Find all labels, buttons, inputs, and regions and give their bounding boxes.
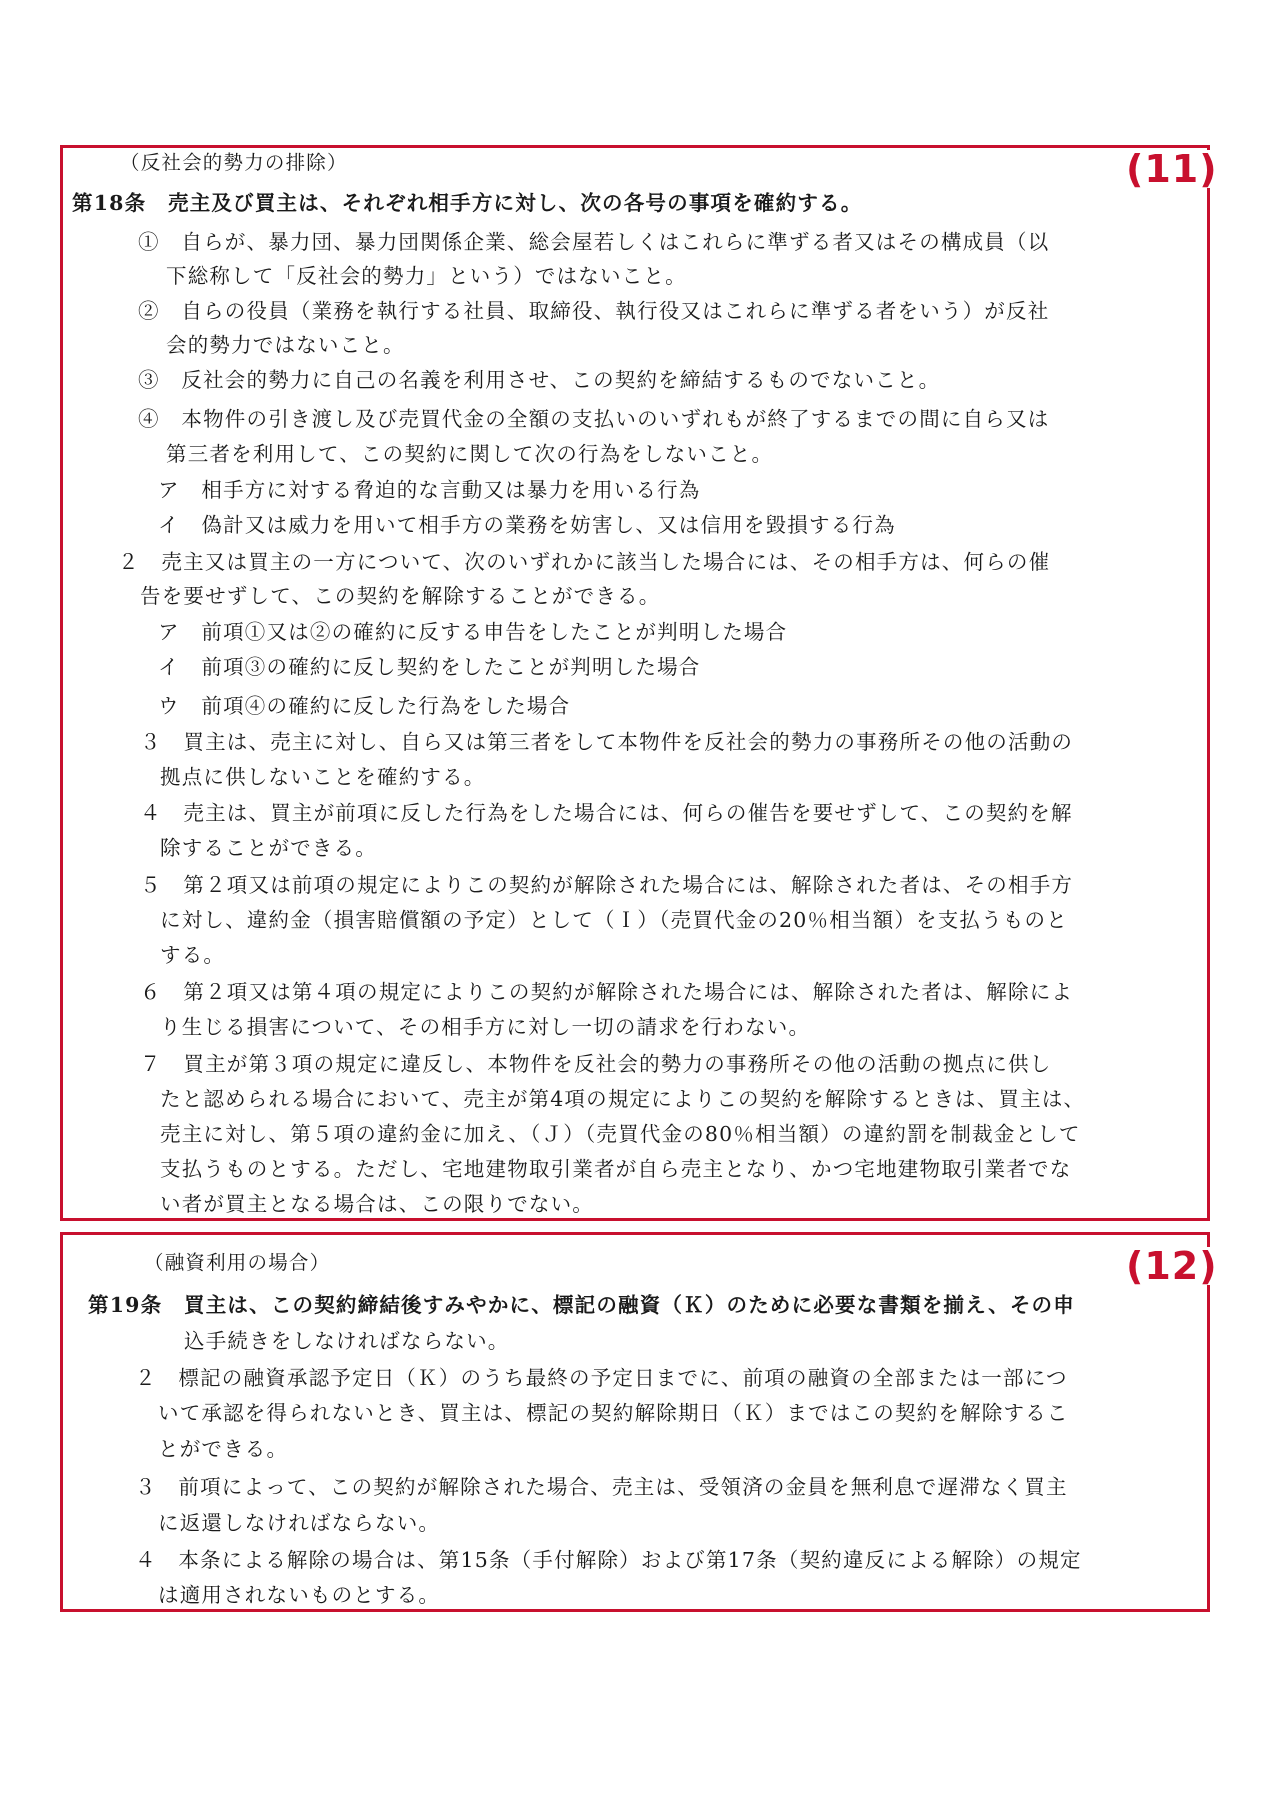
article-18-line: ア 相手方に対する脅迫的な言動又は暴力を用いる行為 [158, 478, 701, 502]
article-19-line: いて承認を得られないとき、買主は、標記の契約解除期日（Ｋ）まではこの契約を解除するこ [158, 1401, 1069, 1425]
article-18-line: 第18条 売主及び買主は、それぞれ相手方に対し、次の各号の事項を確約する。 [72, 191, 863, 215]
article-18-line: ５ 第２項又は前項の規定によりこの契約が解除された場合には、解除された者は、その相手方 [140, 873, 1074, 897]
article-18-line: する。 [160, 943, 226, 967]
section-12-heading: （融資利用の場合） [144, 1251, 331, 1274]
article-19-line: に返還しなければならない。 [158, 1511, 441, 1535]
article-19-line: ４ 本条による解除の場合は、第15条（手付解除）および第17条（契約違反による解除）の規定 [135, 1548, 1082, 1572]
article-19-line: 第19条 買主は、この契約締結後すみやかに、標記の融資（Ｋ）のために必要な書類を揃え、その申 [88, 1293, 1075, 1317]
article-18-line: たと認められる場合において、売主が第4項の規定によりこの契約を解除するときは、買主は、 [160, 1087, 1086, 1111]
article-18-line: ④ 本物件の引き渡し及び売買代金の全額の支払いのいずれもが終了するまでの間に自ら又は [138, 407, 1050, 431]
article-18-line: イ 偽計又は威力を用いて相手方の業務を妨害し、又は信用を毀損する行為 [158, 513, 896, 537]
section-12-badge: (12) [1126, 1244, 1218, 1288]
section-11-badge: (11) [1126, 147, 1218, 191]
article-18-line: ６ 第２項又は第４項の規定によりこの契約が解除された場合には、解除された者は、解除によ [140, 980, 1074, 1004]
article-18-line: ７ 買主が第３項の規定に違反し、本物件を反社会的勢力の事務所その他の活動の拠点に供し [140, 1052, 1052, 1076]
article-18-line: ③ 反社会的勢力に自己の名義を利用させ、この契約を締結するものでないこと。 [138, 368, 941, 392]
article-19-line: ２ 標記の融資承認予定日（Ｋ）のうち最終の予定日までに、前項の融資の全部または一部につ [135, 1366, 1068, 1390]
article-18-line: 第三者を利用して、この契約に関して次の行為をしないこと。 [166, 442, 774, 466]
article-18-line: 支払うものとする。ただし、宅地建物取引業者が自ら売主となり、かつ宅地建物取引業者でな [160, 1157, 1072, 1181]
article-18-line: 売主に対し、第５項の違約金に加え、（Ｊ）（売買代金の80％相当額）の違約罰を制裁金として [160, 1122, 1081, 1146]
article-18-line: い者が買主となる場合は、この限りでない。 [160, 1192, 594, 1216]
article-18-line: り生じる損害について、その相手方に対し一切の請求を行わない。 [160, 1015, 811, 1039]
article-18-line: 下総称して「反社会的勢力」という）ではないこと。 [166, 264, 687, 288]
article-18-line: 拠点に供しないことを確約する。 [160, 765, 486, 789]
article-18-line: 告を要せずして、この契約を解除することができる。 [140, 584, 661, 608]
article-18-line: に対し、違約金（損害賠償額の予定）として（Ｉ）（売買代金の20％相当額）を支払うものと [160, 908, 1068, 932]
article-19-line: は適用されないものとする。 [158, 1583, 441, 1607]
article-19-line: 込手続きをしなければならない。 [184, 1329, 510, 1353]
article-18-line: ア 前項①又は②の確約に反する申告をしたことが判明した場合 [158, 620, 788, 644]
article-18-line: ウ 前項④の確約に反した行為をした場合 [158, 694, 571, 718]
article-18-line: イ 前項③の確約に反し契約をしたことが判明した場合 [158, 655, 701, 679]
article-18-line: ２ 売主又は買主の一方について、次のいずれかに該当した場合には、その相手方は、何らの催 [118, 550, 1051, 574]
article-18-line: ４ 売主は、買主が前項に反した行為をした場合には、何らの催告を要せずして、この契約を解 [140, 801, 1073, 825]
article-18-line: ① 自らが、暴力団、暴力団関係企業、総会屋若しくはこれらに準ずる者又はその構成員（以 [138, 230, 1050, 254]
article-18-line: 除することができる。 [160, 836, 377, 860]
article-18-line: 会的勢力ではないこと。 [166, 333, 405, 357]
article-19-line: ３ 前項によって、この契約が解除された場合、売主は、受領済の金員を無利息で遅滞なく買主 [135, 1475, 1068, 1499]
section-11-heading: （反社会的勢力の排除） [120, 151, 348, 174]
article-18-line: ② 自らの役員（業務を執行する社員、取締役、執行役又はこれらに準ずる者をいう）が反社 [138, 299, 1050, 323]
article-18-line: ３ 買主は、売主に対し、自ら又は第三者をして本物件を反社会的勢力の事務所その他の活動の [140, 730, 1074, 754]
article-19-line: とができる。 [158, 1437, 289, 1461]
